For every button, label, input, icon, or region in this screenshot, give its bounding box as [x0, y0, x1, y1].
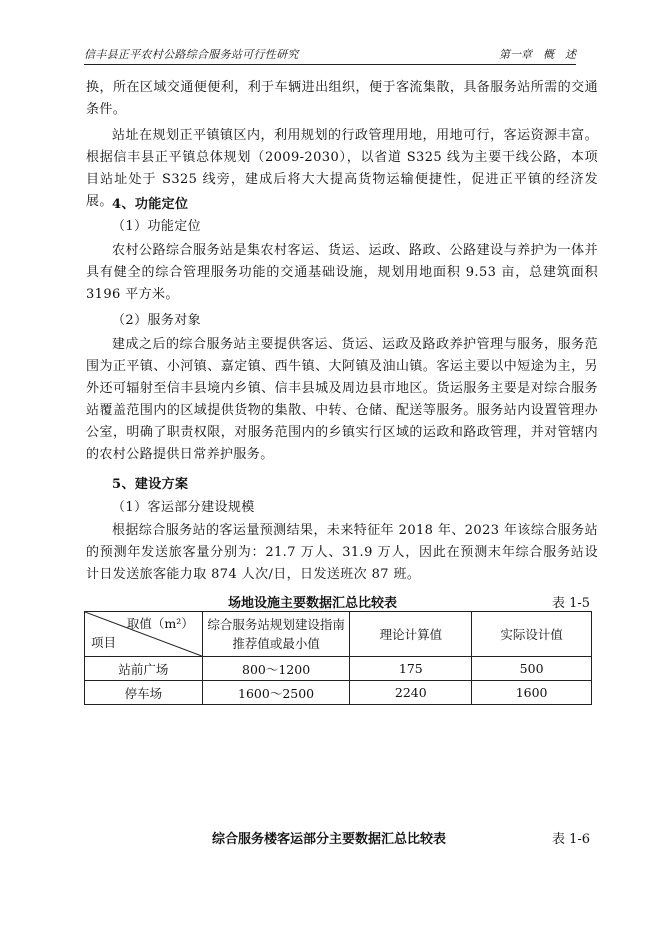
- row-recommended: 1600～2500: [202, 681, 350, 705]
- page-header: [84, 44, 576, 65]
- paragraph-site: 站址在规划正平镇镇区内，利用规划的行政管理用地，用地可行，客运资源丰富。根据信丰县正平镇总体规划（2009-2030），以省道 S325 线为主要干线公路，本项目站址处于 S325 线旁，建成后将大大提高货物运输便捷性，促进正平镇的经济发展。: [86, 128, 598, 209]
- subheading-function: （1）功能定位: [112, 219, 202, 234]
- table-header-row: [85, 612, 592, 657]
- subheading-passenger: （1）客运部分建设规模: [112, 500, 255, 515]
- row-name: 停车场: [85, 681, 203, 705]
- table-corner-cell: [85, 612, 203, 657]
- corner-item-label: 项目: [91, 635, 117, 650]
- document-title: 信丰县正平农村公路综合服务站可行性研究: [84, 48, 299, 61]
- row-calculated: 2240: [350, 681, 472, 705]
- paragraph-function: 农村公路综合服务站是集农村客运、货运、运政、路政、公路建设与养护为一体并具有健全的综合管理服务功能的交通基础设施，规划用地面积 9.53 亩，总建筑面积 3196 平方米。: [86, 243, 598, 302]
- paragraph-transport: 换，所在区域交通便便利，利于车辆进出组织，便于客流集散，具备服务站所需的交通条件。: [86, 80, 598, 117]
- row-calculated: 175: [350, 657, 472, 681]
- chapter-label: 第一章 概 述: [499, 48, 576, 61]
- table-row: [85, 657, 592, 681]
- table2-caption: 综合服务楼客运部分主要数据汇总比较表: [212, 832, 447, 847]
- header-design: 实际设计值: [472, 612, 592, 657]
- heading-construction: 5、建设方案: [112, 477, 189, 492]
- row-recommended: 800～1200: [202, 657, 350, 681]
- row-design: 1600: [472, 681, 592, 705]
- row-design: 500: [472, 657, 592, 681]
- row-name: 站前广场: [85, 657, 203, 681]
- table1-number: 表 1-5: [552, 596, 591, 611]
- subheading-service: （2）服务对象: [112, 313, 202, 328]
- table-row: [85, 681, 592, 705]
- header-recommended: 综合服务站规划建设指南推荐值或最小值: [202, 612, 350, 657]
- corner-value-label: 取值（m²）: [126, 616, 194, 631]
- paragraph-passenger: 根据综合服务站的客运量预测结果，未来特征年 2018 年、2023 年该综合服务站的预测年发送旅客量分别为：21.7 万人、31.9 万人，因此在预测末年综合服务站设计日发送旅客能力取 874 人次/日，日发送班次 87 班。: [86, 523, 598, 582]
- heading-function: 4、功能定位: [112, 197, 189, 212]
- table1-caption: 场地设施主要数据汇总比较表: [228, 596, 398, 611]
- header-calculated: 理论计算值: [350, 612, 472, 657]
- table2-number: 表 1-6: [552, 832, 591, 847]
- paragraph-service: 建成之后的综合服务站主要提供客运、货运、运政及路政养护管理与服务，服务范围为正平镇、小河镇、嘉定镇、西牛镇、大阿镇及油山镇。客运主要以中短途为主，另外还可辐射至信丰县境内乡镇、信丰县城及周边县市地区。货运服务主要是对综合服务站覆盖范围内的区域提供货物的集散、中转、仓储、配送等服务。服务站内设置管理办公室，明确了职责权限，对服务范围内的乡镇实行区域的运政和路政管理，并对管辖内的农村公路提供日常养护服务。: [86, 337, 598, 462]
- site-facilities-table: [84, 611, 592, 705]
